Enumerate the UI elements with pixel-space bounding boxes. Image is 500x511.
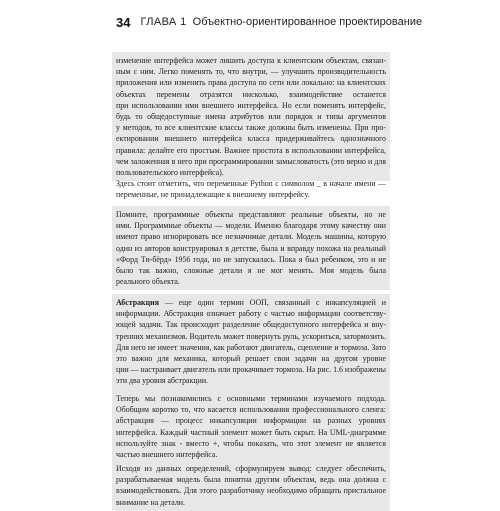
text-line: частью внешнего интерфейса. xyxy=(116,449,218,459)
text-line: ими. Программные объекты — модели. Именно благодаря этому качеству они xyxy=(116,221,386,231)
text-line: правила: делайте его простым. Важнее простота в использовании интерфейса, xyxy=(116,145,386,155)
text-line: используйте знак - вместо +, чтобы показать, что этот элемент не является xyxy=(116,438,386,448)
text-line: изменение интерфейса может лишить доступа к клиентским объектам, связан- xyxy=(116,56,386,65)
abstraction-paragraph xyxy=(112,294,390,390)
text-line: информации. Абстракция означает работу с частью информации соответству- xyxy=(116,309,386,319)
text-line: у методов, то все клиентские классы также должны быть изменены. При про- xyxy=(116,123,386,133)
text-line: интерфейса. Каждый частный элемент может быть скрыт. На UML-диаграмме xyxy=(116,427,386,437)
text-line: это важно для механика, который решает свои задачи на другом уровне xyxy=(116,353,386,363)
text-line: взаимодействовать. Для этого разработчику необходимо обращать пристальное xyxy=(116,486,386,496)
text-line: абстракция — процесс инкапсуляции информации на разных уровнях xyxy=(116,416,386,426)
text-line: Помните, программные объекты представляют реальные объекты, но не xyxy=(116,210,386,219)
text-line: тренних механизмов. Водитель может повернуть руль, ускориться, затормозить. xyxy=(116,331,386,341)
text-fragment: — еще один термин ООП, связанный с инкапсуляцией и xyxy=(164,298,386,307)
text-line: имеют право игнорировать все незначимые детали. Модель машины, которую xyxy=(116,232,386,242)
text-line: ектировании внешнего интерфейса класса придерживайтесь однозначного xyxy=(116,134,386,144)
text-fragment: было так важно, сложные детали я не мог менять. Моя модель была xyxy=(116,265,386,275)
text-line: будь то общедоступные имена атрибутов или порядок и типы аргументов xyxy=(116,111,386,121)
chapter-title: Объектно-ориентированное проектирование xyxy=(192,16,423,28)
page-header xyxy=(116,12,422,32)
page-number: 34 xyxy=(116,14,131,30)
text-line: пользовательского интерфейса). xyxy=(116,167,224,177)
text-line: приложения или изменить права доступа по сети или локально: на клиентских xyxy=(116,78,386,88)
text-line: «Форд Ти-бёрд» 1956 года, но не запускалась. Пока я был ребенком, это и не xyxy=(116,254,386,264)
interface-paragraph xyxy=(112,52,390,181)
text-line: Для него не имеет значения, как работают двигатель, сцепление и тормоза. Зато xyxy=(116,342,386,352)
text-line: Теперь мы познакомились с основными терминами изучаемого подхода. xyxy=(116,394,386,403)
text-line: ции — настраивает двигатель или прокачивает тормоза. На рис. 1.6 изображены xyxy=(116,365,386,375)
python-note-paragraph xyxy=(112,178,390,200)
text-line: чем заложенная в него при программировании замысловатость (это верно и для xyxy=(116,156,386,166)
text-line: внимание на детали. xyxy=(116,497,185,507)
text-line: реального объекта. xyxy=(116,277,180,287)
text-line: эти два уровня абстракции. xyxy=(116,376,209,386)
text-line: ным с ним. Легко поменять то, что внутри, — улучшить производительность xyxy=(116,67,386,77)
text-line: ющей задачи. Так происходит разделение общедоступного интерфейса и вну- xyxy=(116,320,386,330)
text-line: один из авторов конструировал в детстве, была и вправду похожа на реальный xyxy=(116,243,386,253)
text-line: переменные, не принадлежащие к внешнему интерфейсу. xyxy=(116,190,310,200)
text-line: Исходя из данных определений, сформулируем вывод: следует обеспечить, xyxy=(116,464,386,473)
bold-term: Абстракция xyxy=(116,298,159,307)
text-line xyxy=(116,265,386,276)
text-line: при использовании ими внешнего интерфейса. Но если поменять интерфейс, xyxy=(116,100,386,110)
chapter-label: ГЛАВА 1 xyxy=(140,16,187,28)
models-paragraph xyxy=(112,206,390,290)
text-line: Обобщим коротко то, что касается использования профессионального сленга: xyxy=(116,405,386,415)
text-line: Здесь стоит отметить, что переменные Python с символом _ в начале имени — xyxy=(116,179,386,188)
text-line: объектах перемены отразятся нисколько, взаимодействие останется xyxy=(116,89,386,99)
text-line: разрабатываемая модель была понятна другим объектам, ведь она должна с xyxy=(116,475,386,485)
summary-paragraph xyxy=(112,390,390,463)
conclusion-paragraph xyxy=(112,460,390,511)
text-line xyxy=(116,297,386,308)
